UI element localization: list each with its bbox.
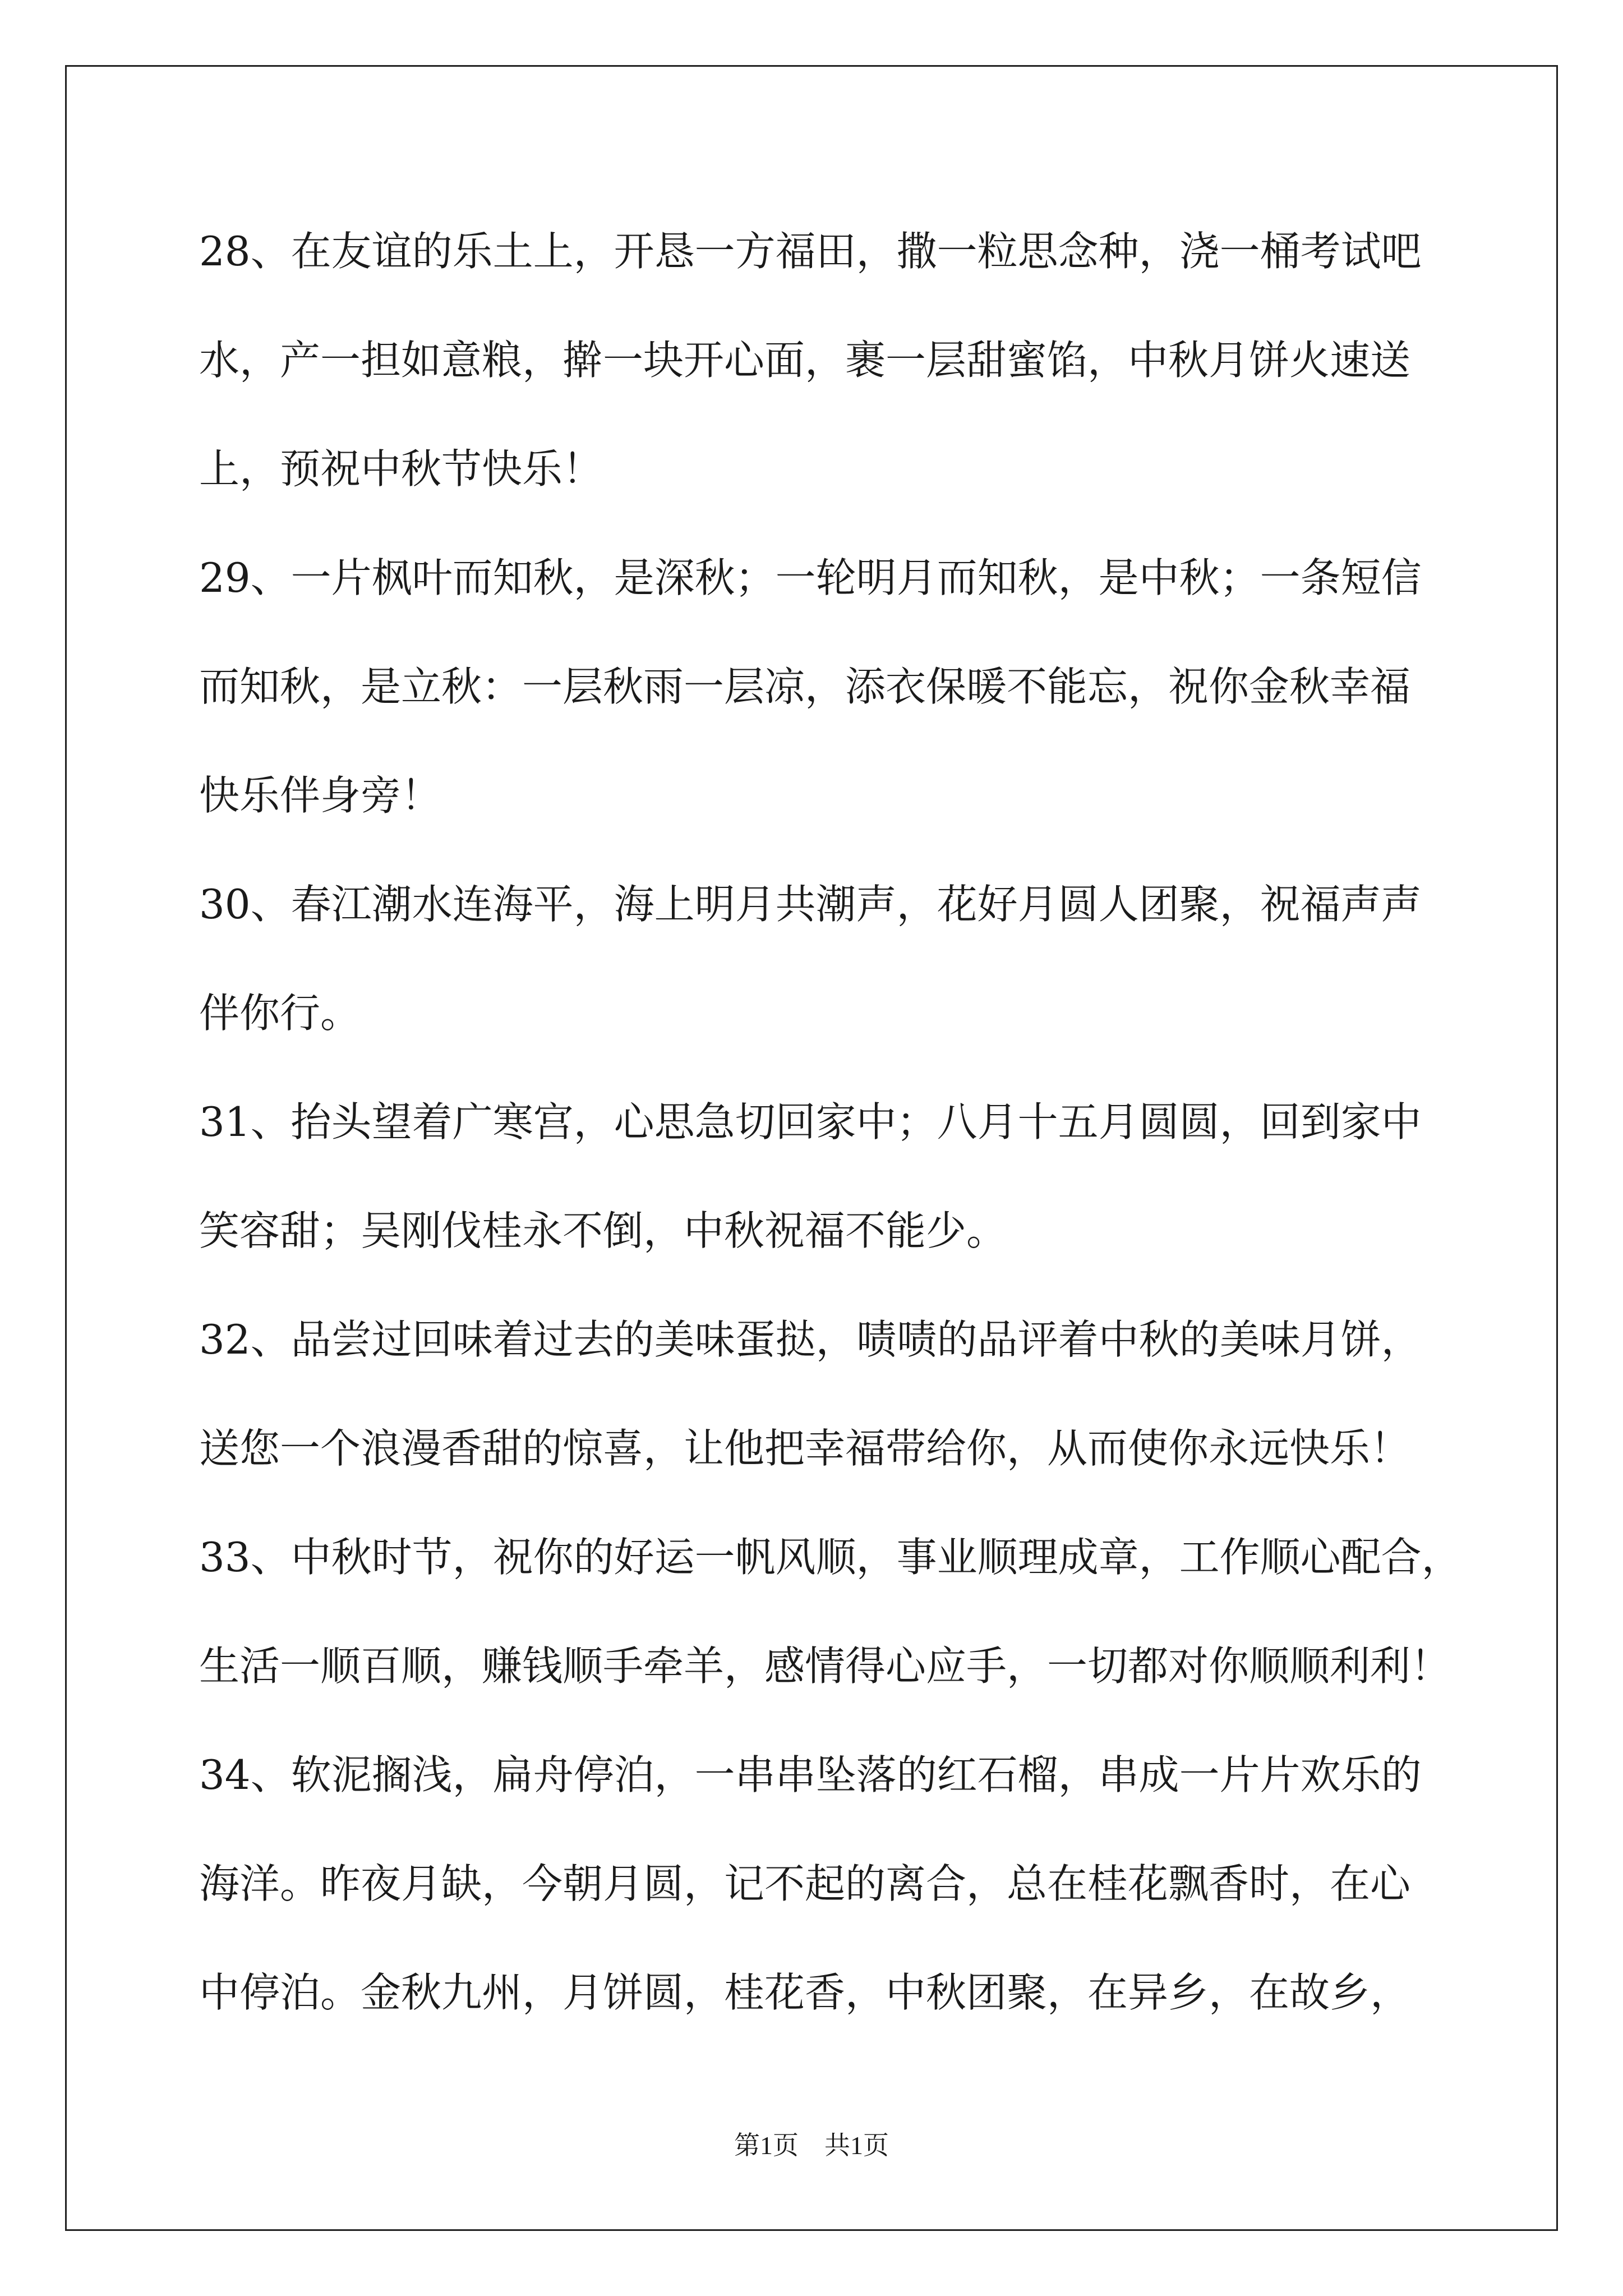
text-line: 34、软泥搁浅，扁舟停泊，一串串坠落的红石榴，串成一片片欢乐的 (199, 1751, 1422, 1798)
text-line: 29、一片枫叶而知秋，是深秋；一轮明月而知秋，是中秋；一条短信 (199, 554, 1422, 601)
text-line: 水，产一担如意粮，擀一块开心面，裹一层甜蜜馅，中秋月饼火速送 (199, 337, 1411, 384)
text-line: 海洋。昨夜月缺，今朝月圆，记不起的离合，总在桂花飘香时，在心 (199, 1860, 1411, 1907)
text-line: 伴你行。 (199, 990, 361, 1037)
text-line: 中停泊。金秋九州，月饼圆，桂花香，中秋团聚，在异乡，在故乡， (199, 1969, 1411, 2016)
text-line: 笑容甜；吴刚伐桂永不倒，中秋祝福不能少。 (199, 1207, 1007, 1254)
document-body (199, 223, 1462, 2073)
text-line: 上，预祝中秋节快乐！ (199, 445, 603, 493)
text-line: 而知秋，是立秋：一层秋雨一层凉，添衣保暖不能忘，祝你金秋幸福 (199, 663, 1411, 710)
text-line: 生活一顺百顺，赚钱顺手牵羊，感情得心应手，一切都对你顺顺利利！ (199, 1642, 1451, 1690)
text-line: 33、中秋时节，祝你的好运一帆风顺，事业顺理成章，工作顺心配合， (199, 1534, 1462, 1581)
page-number: 第1页 共1页 (734, 2131, 889, 2160)
text-line: 32、品尝过回味着过去的美味蛋挞，啧啧的品评着中秋的美味月饼， (199, 1316, 1422, 1363)
text-line: 31、抬头望着广寒宫，心思急切回家中；八月十五月圆圆，回到家中 (199, 1098, 1422, 1145)
text-line: 28、在友谊的乐土上，开恳一方福田，撒一粒思念种，浇一桶考试吧 (199, 228, 1422, 275)
text-line: 送您一个浪漫香甜的惊喜，让他把幸福带给你，从而使你永远快乐！ (199, 1425, 1411, 1472)
text-line: 快乐伴身旁！ (199, 772, 442, 819)
text-line: 30、春江潮水连海平，海上明月共潮声，花好月圆人团聚，祝福声声 (199, 881, 1422, 928)
